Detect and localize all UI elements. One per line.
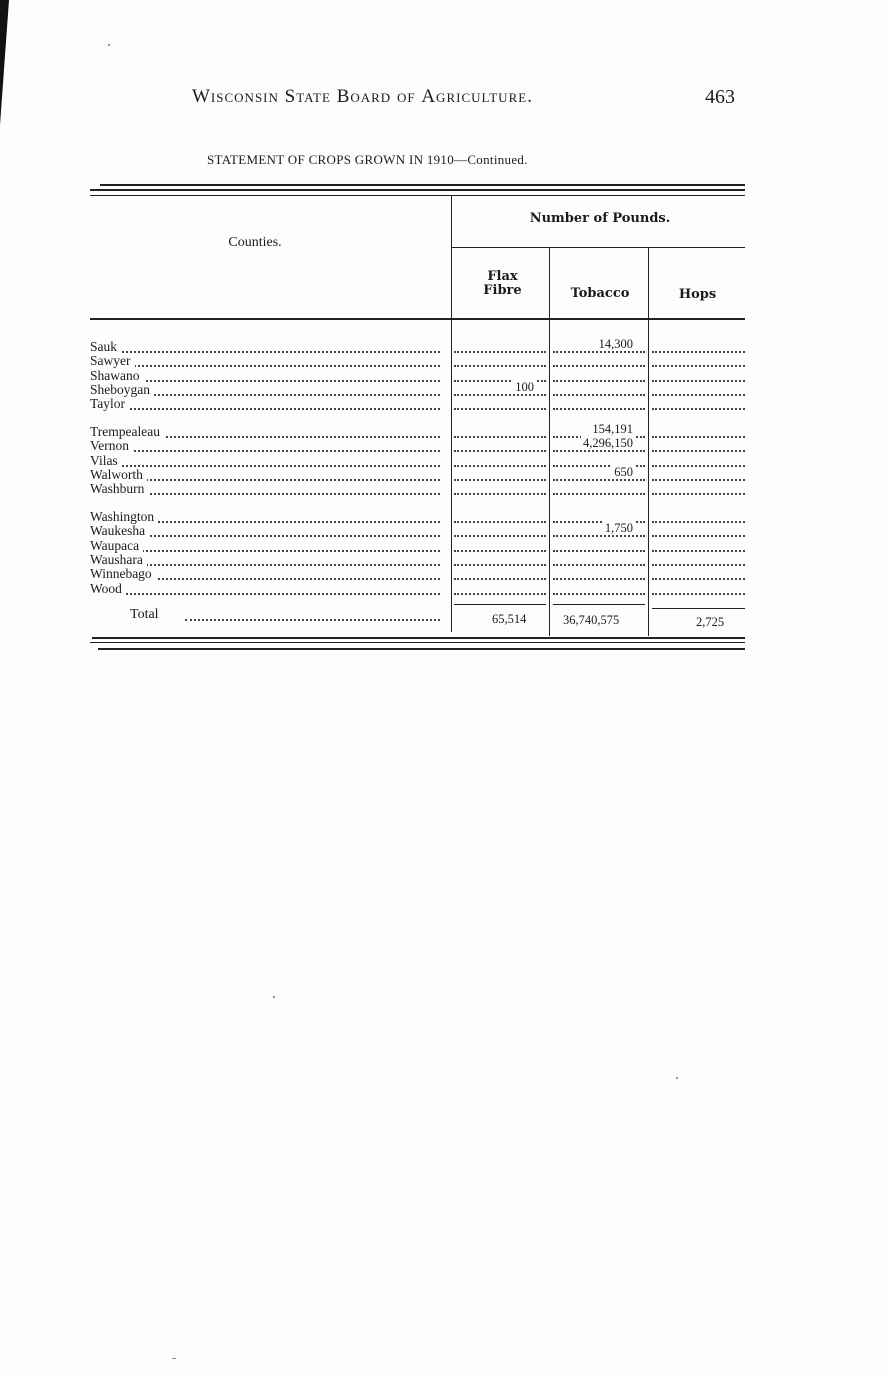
leader-dots <box>90 351 440 353</box>
county-name: Walworth <box>90 468 147 482</box>
running-head-part: Wisconsin <box>192 86 279 107</box>
cell-tobacco <box>553 354 645 368</box>
cell-flax <box>454 553 546 567</box>
cell-flax <box>454 397 546 411</box>
cell-dots <box>454 550 546 552</box>
county-name: Waupaca <box>90 539 143 553</box>
cell-tobacco <box>553 539 645 553</box>
cell-flax <box>454 454 546 468</box>
county-name: Washington <box>90 510 158 524</box>
cell-dots <box>454 479 546 481</box>
header-flax-fibre <box>455 270 550 298</box>
cell-dots <box>454 465 546 467</box>
cell-dots <box>652 493 745 495</box>
cell-value: 14,300 <box>598 337 633 351</box>
header-tobacco: Tobacco <box>570 286 630 301</box>
running-head-part: . <box>527 86 533 107</box>
cell-flax <box>454 510 546 524</box>
cell-dots <box>454 408 546 410</box>
header-flax-line2: Fibre <box>483 283 522 298</box>
running-head-part: Board <box>336 86 392 107</box>
cell-hops <box>652 383 745 397</box>
cell-tobacco <box>553 582 645 596</box>
cell-flax <box>454 340 546 354</box>
cell-tobacco <box>553 553 645 567</box>
cell-tobacco <box>553 482 645 496</box>
county-name: Wood <box>90 582 126 596</box>
county-name: Sawyer <box>90 354 135 368</box>
cell-dots <box>553 535 645 537</box>
total-hops: 2,725 <box>696 615 725 629</box>
leader-dots <box>90 408 440 410</box>
leader-dots <box>90 450 440 452</box>
county-name: Waushara <box>90 553 147 567</box>
cell-flax <box>454 354 546 368</box>
cell-dots <box>454 450 546 452</box>
cell-flax <box>454 468 546 482</box>
cell-dots <box>553 380 645 382</box>
county-name: Waukesha <box>90 524 149 538</box>
top-double-rule-2 <box>90 189 745 191</box>
cell-hops <box>652 340 745 354</box>
county-name: Washburn <box>90 482 148 496</box>
col-divider-3 <box>648 248 649 636</box>
cell-dots <box>553 479 645 481</box>
cell-dots <box>553 593 645 595</box>
cell-flax <box>454 379 546 397</box>
cell-hops <box>652 553 745 567</box>
county-name: Taylor <box>90 397 129 411</box>
bottom-double-rule-1 <box>92 637 745 639</box>
header-bottom-rule <box>90 318 745 320</box>
cell-flax <box>454 482 546 496</box>
total-label: Total <box>130 608 163 622</box>
page-number: 463 <box>705 86 735 108</box>
cell-dots <box>454 578 546 580</box>
cell-flax <box>454 439 546 453</box>
county-name: Vernon <box>90 439 133 453</box>
paper-speck <box>273 996 275 998</box>
running-head-part: Agriculture <box>421 86 528 107</box>
cell-hops <box>652 454 745 468</box>
running-head-part: State <box>284 86 331 107</box>
header-counties: Counties. <box>228 235 282 250</box>
running-head-part: of <box>396 86 416 107</box>
cell-dots <box>652 408 745 410</box>
cell-tobacco <box>553 337 645 354</box>
cell-dots <box>553 493 645 495</box>
cell-value: 4,296,150 <box>583 436 633 451</box>
bottom-double-rule-3 <box>98 648 745 650</box>
total-tobacco: 36,740,575 <box>563 613 620 627</box>
leader-dots <box>90 365 440 367</box>
total-rule-tobacco <box>553 604 645 605</box>
cell-dots <box>652 521 745 523</box>
cell-flax <box>454 582 546 596</box>
county-name: Shawano <box>90 369 144 383</box>
county-name: Sauk <box>90 340 121 354</box>
cell-dots <box>454 365 546 367</box>
cell-dots <box>454 535 546 537</box>
cell-hops <box>652 482 745 496</box>
cell-hops <box>652 510 745 524</box>
table-title: STATEMENT OF CROPS GROWN IN 1910—Continued. <box>207 152 528 167</box>
cell-dots <box>553 365 645 367</box>
leader-dots <box>90 593 440 595</box>
cell-dots <box>454 564 546 566</box>
header-group-rule <box>452 247 745 248</box>
total-rule-flax <box>454 604 546 605</box>
cell-dots <box>553 394 645 396</box>
cell-dots <box>454 436 546 438</box>
cell-flax <box>454 524 546 538</box>
cell-dots <box>454 493 546 495</box>
cell-hops <box>652 397 745 411</box>
cell-tobacco <box>553 369 645 383</box>
cell-dots <box>553 564 645 566</box>
cell-dots <box>553 550 645 552</box>
top-double-rule-3 <box>90 195 745 196</box>
total-flax: 65,514 <box>492 612 527 626</box>
cell-dots <box>652 564 745 566</box>
cell-dots <box>553 351 645 353</box>
header-number-of-pounds: Number of Pounds. <box>529 211 671 226</box>
cell-dots <box>454 593 546 595</box>
cell-dots <box>652 479 745 481</box>
cell-flax <box>454 425 546 439</box>
cell-dots <box>553 578 645 580</box>
top-double-rule-1 <box>100 184 745 186</box>
cell-tobacco <box>553 521 645 538</box>
cell-hops <box>652 354 745 368</box>
cell-dots <box>652 394 745 396</box>
total-rule-hops <box>652 608 745 609</box>
cell-flax <box>454 539 546 553</box>
cell-dots <box>652 380 745 382</box>
cell-hops <box>652 524 745 538</box>
cell-dots <box>652 351 745 353</box>
cell-hops <box>652 567 745 581</box>
county-name: Vilas <box>90 454 122 468</box>
cell-dots <box>652 550 745 552</box>
paper-speck <box>108 44 110 46</box>
header-hops: Hops <box>678 287 717 302</box>
paper-speck <box>676 1077 678 1079</box>
cell-dots <box>553 408 645 410</box>
page-edge-shadow <box>0 0 9 125</box>
cell-hops <box>652 468 745 482</box>
cell-tobacco <box>553 383 645 397</box>
cell-hops <box>652 369 745 383</box>
cell-dots <box>553 450 645 452</box>
cell-dots <box>652 465 745 467</box>
cell-dots <box>652 450 745 452</box>
cell-tobacco <box>553 436 645 453</box>
col-divider-2 <box>549 248 550 636</box>
cell-hops <box>652 582 745 596</box>
cell-dots <box>652 436 745 438</box>
cell-tobacco <box>553 464 645 482</box>
cell-flax <box>454 567 546 581</box>
cell-dots <box>454 351 546 353</box>
cell-value: 154,191 <box>592 422 633 436</box>
county-name: Sheboygan <box>90 383 154 397</box>
total-leader-dots <box>185 619 440 621</box>
col-divider-1 <box>451 196 452 632</box>
cell-dots <box>652 593 745 595</box>
cell-tobacco <box>553 567 645 581</box>
bottom-double-rule-2 <box>90 642 745 643</box>
cell-dots <box>652 578 745 580</box>
paper-speck <box>172 1358 176 1359</box>
county-name: Winnebago <box>90 567 156 581</box>
county-name: Trempealeau <box>90 425 164 439</box>
cell-dots <box>652 365 745 367</box>
header-flax-line1: Flax <box>487 269 518 284</box>
cell-hops <box>652 439 745 453</box>
cell-hops <box>652 425 745 439</box>
cell-hops <box>652 539 745 553</box>
cell-value: 650 <box>614 464 633 479</box>
cell-tobacco <box>553 397 645 411</box>
cell-value: 1,750 <box>604 521 633 536</box>
cell-dots <box>454 521 546 523</box>
running-head <box>192 86 647 108</box>
cell-dots <box>652 535 745 537</box>
cell-dots <box>454 394 546 396</box>
cell-value: 100 <box>515 379 534 394</box>
